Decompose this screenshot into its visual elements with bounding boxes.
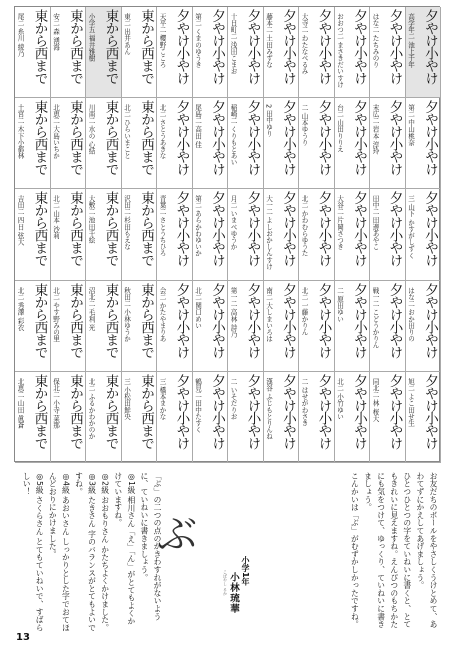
student-name: 大敷二 池田千絵 bbox=[87, 195, 95, 244]
calligraphy-entry bbox=[406, 98, 442, 189]
student-name: 会二 かたやまりあ bbox=[158, 286, 166, 342]
practice-text: 夕やけ小やけ bbox=[280, 373, 296, 449]
calligraphy-entry bbox=[86, 281, 122, 372]
practice-text: 東から西まで bbox=[138, 9, 154, 84]
practice-text: 夕やけ小やけ bbox=[209, 282, 225, 358]
practice-text: 夕やけ小やけ bbox=[209, 9, 225, 84]
practice-text: 東から西まで bbox=[67, 9, 83, 84]
student-name: 北恵二 山田 眞蒼 bbox=[16, 377, 24, 429]
practice-text: 東から西まで bbox=[102, 100, 119, 176]
student-name: 第一二 高林 詩乃 bbox=[229, 286, 237, 337]
student-name: 北二 一藤かりん bbox=[300, 286, 308, 335]
student-name: 東二 出井あん bbox=[122, 13, 131, 55]
calligraphy-entry bbox=[193, 98, 229, 189]
practice-text: 夕やけ小やけ bbox=[351, 9, 367, 84]
student-name: はな二 たちみのり bbox=[371, 13, 379, 68]
student-name: 藤本二 土田みずな bbox=[264, 13, 273, 68]
author-name-ruby: こばやし るか bbox=[223, 570, 228, 596]
practice-text: 夕やけ小やけ bbox=[173, 191, 190, 267]
practice-text: 夕やけ小やけ bbox=[351, 282, 367, 358]
student-name: 北二 かわむらゆうた bbox=[300, 195, 308, 257]
student-name: 北二 小竹ゆい bbox=[335, 377, 344, 420]
calligraphy-entry bbox=[51, 372, 87, 463]
practice-text: 東から西まで bbox=[102, 191, 119, 267]
calligraphy-entry bbox=[122, 189, 158, 280]
practice-text: 夕やけ小やけ bbox=[280, 191, 296, 267]
calligraphy-entry bbox=[15, 7, 51, 98]
student-name: 北二 秀澤 彩衣 bbox=[16, 286, 24, 331]
practice-text: 東から西まで bbox=[67, 100, 83, 176]
practice-text: 夕やけ小やけ bbox=[244, 373, 261, 449]
practice-text: 夕やけ小やけ bbox=[315, 191, 332, 267]
student-name: 漢谷 ふじもとりんね bbox=[264, 377, 273, 440]
practice-text: 夕やけ小やけ bbox=[315, 373, 332, 449]
grade-advice: 「ぶ」の二つの点のかきわすれがないように、ていねいに書きましょう。 ◎1級 相川さん「え」「ん」がとてもよくかけていますね。 ◎2級 おおもりさん かたちよくかけました。 ◎3級 たきさん 字のバランスがとてもよいですね。 ◎4級 あおいさん しっかりとした字でおてほんどおりにかけました。 ◎5級 さくらさん とてもていねいで、すばらしい！ bbox=[22, 472, 163, 632]
student-name: 北恵二 大島いちか bbox=[51, 104, 60, 160]
student-name: 秋田二 小林ゆうか bbox=[122, 286, 131, 342]
practice-text: 東から西まで bbox=[31, 191, 48, 267]
calligraphy-entry bbox=[264, 7, 300, 98]
calligraphy-entry bbox=[15, 372, 51, 463]
student-name: 第二 あらかわゆいか bbox=[193, 195, 202, 257]
practice-text: 夕やけ小やけ bbox=[315, 282, 332, 358]
student-name: 大寺二 わたなべるみ bbox=[300, 13, 308, 75]
practice-text: 夕やけ小やけ bbox=[351, 373, 367, 449]
practice-text: 東から西まで bbox=[138, 282, 154, 358]
calligraphy-entry bbox=[15, 98, 51, 189]
practice-text: 夕やけ小やけ bbox=[422, 373, 438, 449]
student-name: 保北二 小寺 菜那 bbox=[51, 377, 60, 429]
student-name: 三 橋本まかな bbox=[158, 377, 166, 420]
student-name: 十日町二 浅田こまお bbox=[229, 13, 237, 75]
author-name: 小林琉華 bbox=[228, 572, 239, 614]
practice-text: 夕やけ小やけ bbox=[422, 100, 438, 176]
calligraphy-entry bbox=[370, 281, 406, 372]
calligraphy-entry bbox=[299, 7, 335, 98]
student-name: 沢田二 杉田もえな bbox=[122, 195, 131, 251]
student-name: 旭二 よこ田せ生 bbox=[406, 377, 415, 427]
calligraphy-entry bbox=[228, 189, 264, 280]
student-name: 第二 中山桃奈 bbox=[406, 104, 415, 146]
practice-text: 夕やけ小やけ bbox=[386, 282, 403, 358]
calligraphy-entry bbox=[228, 281, 264, 372]
calligraphy-entry bbox=[86, 98, 122, 189]
practice-text: 夕やけ小やけ bbox=[386, 373, 403, 449]
student-name: ⾼学年二 池上千年 bbox=[406, 13, 415, 68]
student-name: 二 いそだりお bbox=[229, 377, 237, 420]
practice-text: 夕やけ小やけ bbox=[173, 282, 190, 358]
calligraphy-entry bbox=[51, 281, 87, 372]
practice-text: 夕やけ小やけ bbox=[209, 100, 225, 176]
calligraphy-entry bbox=[122, 372, 158, 463]
practice-text: 東から西まで bbox=[67, 373, 83, 449]
calligraphy-grid bbox=[14, 6, 440, 462]
practice-text: 夕やけ小やけ bbox=[422, 9, 438, 84]
calligraphy-entry bbox=[86, 189, 122, 280]
student-name: 尾島二 高田 佳 bbox=[193, 104, 202, 148]
calligraphy-entry bbox=[370, 7, 406, 98]
student-name: 小学五 福井雅樹 bbox=[87, 13, 95, 62]
calligraphy-entry bbox=[157, 281, 193, 372]
calligraphy-entry bbox=[86, 372, 122, 463]
student-name: 天平二 櫻野こころ bbox=[158, 13, 166, 68]
model-character: ぶ bbox=[157, 512, 197, 558]
student-name: 土宮二 木下小都林 bbox=[16, 104, 24, 160]
practice-text: 東から西まで bbox=[102, 9, 119, 84]
student-name: 尾二 糸川 綾乃 bbox=[16, 13, 24, 57]
teacher-commentary: お友だちのボールをやさしくうけとめて、あわてずにかえしてあげましょう。 ひとつひとつの字をていねいに書くと、とてもきれいに見えますね。えんぴつのもちかたにも気をつけて、ゆっくり、ていねいに書きましょう。 こんかいは「ぶ」がむずかしかったですね。 bbox=[350, 472, 438, 628]
student-name: 大一二 よしおかしんすけ bbox=[264, 195, 273, 271]
student-name: 青葉二 さとうちひろ bbox=[158, 195, 166, 257]
calligraphy-entry bbox=[157, 98, 193, 189]
calligraphy-entry bbox=[299, 189, 335, 280]
calligraphy-entry bbox=[370, 98, 406, 189]
student-name: 北二 山本 沙莉 bbox=[51, 195, 60, 240]
practice-text: 夕やけ小やけ bbox=[422, 191, 438, 267]
calligraphy-entry bbox=[264, 189, 300, 280]
calligraphy-entry bbox=[157, 7, 193, 98]
student-name: 北二 ひらいまこと bbox=[122, 104, 131, 160]
practice-text: 夕やけ小やけ bbox=[351, 191, 367, 267]
author-grade: 小学1年 bbox=[241, 556, 250, 586]
practice-text: 東から西まで bbox=[67, 282, 83, 358]
student-name: 北二 やす野みの里 bbox=[51, 286, 60, 342]
practice-text: 夕やけ小やけ bbox=[244, 9, 261, 84]
calligraphy-entry bbox=[406, 281, 442, 372]
calligraphy-entry bbox=[264, 372, 300, 463]
student-name: 鶴見二 田中たすく bbox=[193, 377, 202, 433]
practice-text: 夕やけ小やけ bbox=[244, 191, 261, 267]
practice-text: 夕やけ小やけ bbox=[386, 100, 403, 176]
practice-text: 夕やけ小やけ bbox=[351, 100, 367, 176]
student-name: 三 山下 かすがしずく bbox=[406, 195, 415, 259]
calligraphy-entry bbox=[299, 372, 335, 463]
practice-text: 夕やけ小やけ bbox=[315, 100, 332, 176]
practice-text: 夕やけ小やけ bbox=[280, 9, 296, 84]
calligraphy-entry bbox=[122, 7, 158, 98]
calligraphy-entry bbox=[51, 98, 87, 189]
student-name: 安二 森 湧海 bbox=[51, 13, 60, 51]
calligraphy-entry bbox=[264, 98, 300, 189]
student-name: 二 原田ゆい bbox=[335, 286, 344, 322]
student-name: 戦一二 こどうかりん bbox=[371, 286, 379, 349]
practice-text: 東から西まで bbox=[102, 282, 119, 358]
calligraphy-entry bbox=[335, 98, 371, 189]
practice-text: 東から西まで bbox=[31, 373, 48, 449]
calligraphy-entry bbox=[335, 281, 371, 372]
practice-text: 夕やけ小やけ bbox=[244, 282, 261, 358]
practice-text: 東から西まで bbox=[138, 373, 154, 449]
page-number: 13 bbox=[16, 632, 30, 643]
student-name: 大谷二 片岡さつき bbox=[335, 195, 344, 251]
calligraphy-entry bbox=[15, 281, 51, 372]
calligraphy-entry bbox=[193, 281, 229, 372]
student-name: 吉田二 四日 弦大 bbox=[16, 195, 24, 246]
calligraphy-entry bbox=[335, 7, 371, 98]
practice-text: 東から西まで bbox=[138, 191, 154, 267]
practice-text: 東から西まで bbox=[102, 373, 119, 449]
student-name: 田中二 田邊あやこ bbox=[371, 195, 379, 251]
calligraphy-entry bbox=[228, 372, 264, 463]
practice-text: 夕やけ小やけ bbox=[173, 100, 190, 176]
practice-text: 東から西まで bbox=[67, 191, 83, 267]
student-name: 南二 大しまいろは bbox=[264, 286, 273, 342]
practice-text: 東から西まで bbox=[31, 9, 48, 84]
calligraphy-entry bbox=[299, 281, 335, 372]
calligraphy-entry bbox=[15, 189, 51, 280]
calligraphy-entry bbox=[122, 98, 158, 189]
student-name: 三 小松田鮮央 bbox=[122, 377, 131, 420]
student-name: おおつ二 まさきだいすけ bbox=[335, 13, 344, 88]
practice-text: 夕やけ小やけ bbox=[386, 191, 403, 267]
student-name: 川南二 水の 心結 bbox=[87, 104, 95, 155]
calligraphy-entry bbox=[299, 98, 335, 189]
student-name: 2 田中ゆり bbox=[264, 104, 273, 137]
student-name: 沼北二 毛利 光 bbox=[87, 286, 95, 331]
student-name: 二 山本ゆうり bbox=[300, 104, 308, 146]
student-name: 末広二 岩本 淳玲 bbox=[371, 104, 379, 155]
student-name: 北二 関口めい bbox=[193, 286, 202, 329]
calligraphy-entry bbox=[157, 189, 193, 280]
calligraphy-entry bbox=[51, 7, 87, 98]
student-name: 台二 山田りりえ bbox=[335, 104, 344, 153]
practice-text: 夕やけ小やけ bbox=[244, 100, 261, 176]
student-name: 同北二 林 桜大 bbox=[371, 377, 379, 422]
calligraphy-entry bbox=[370, 372, 406, 463]
calligraphy-entry bbox=[157, 372, 193, 463]
practice-text: 夕やけ小やけ bbox=[209, 373, 225, 449]
calligraphy-entry bbox=[228, 7, 264, 98]
calligraphy-entry bbox=[193, 7, 229, 98]
practice-text: 夕やけ小やけ bbox=[422, 282, 438, 358]
practice-text: 東から西まで bbox=[31, 100, 48, 176]
calligraphy-entry bbox=[264, 281, 300, 372]
student-name: ⽉二 いまべゆうか bbox=[229, 195, 237, 251]
student-name: 北二 さとうあきな bbox=[158, 104, 166, 160]
practice-text: 夕やけ小やけ bbox=[209, 191, 225, 267]
calligraphy-entry bbox=[406, 7, 442, 98]
calligraphy-entry bbox=[335, 372, 371, 463]
calligraphy-entry bbox=[51, 189, 87, 280]
calligraphy-entry bbox=[370, 189, 406, 280]
calligraphy-entry bbox=[122, 281, 158, 372]
calligraphy-entry bbox=[193, 189, 229, 280]
practice-text: 夕やけ小やけ bbox=[280, 282, 296, 358]
calligraphy-entry bbox=[193, 372, 229, 463]
calligraphy-entry bbox=[335, 189, 371, 280]
practice-text: 夕やけ小やけ bbox=[280, 100, 296, 176]
practice-text: 東から西まで bbox=[138, 100, 154, 176]
student-name: 二 はせがわさき bbox=[300, 377, 308, 427]
calligraphy-entry bbox=[406, 372, 442, 463]
practice-text: 夕やけ小やけ bbox=[386, 9, 403, 84]
practice-text: 東から西まで bbox=[31, 282, 48, 358]
practice-text: 夕やけ小やけ bbox=[173, 9, 190, 84]
practice-text: 夕やけ小やけ bbox=[173, 373, 190, 449]
calligraphy-entry bbox=[406, 189, 442, 280]
calligraphy-entry bbox=[228, 98, 264, 189]
student-name: 北二 ふるかわかのか bbox=[87, 377, 95, 440]
student-name: 稲崎二 くりもとあい bbox=[229, 104, 237, 166]
student-name: はな二 おか田りの bbox=[406, 286, 415, 342]
student-name: 第二 くまのゆうき bbox=[193, 13, 202, 68]
calligraphy-entry bbox=[86, 7, 122, 98]
practice-text: 夕やけ小やけ bbox=[315, 9, 332, 84]
